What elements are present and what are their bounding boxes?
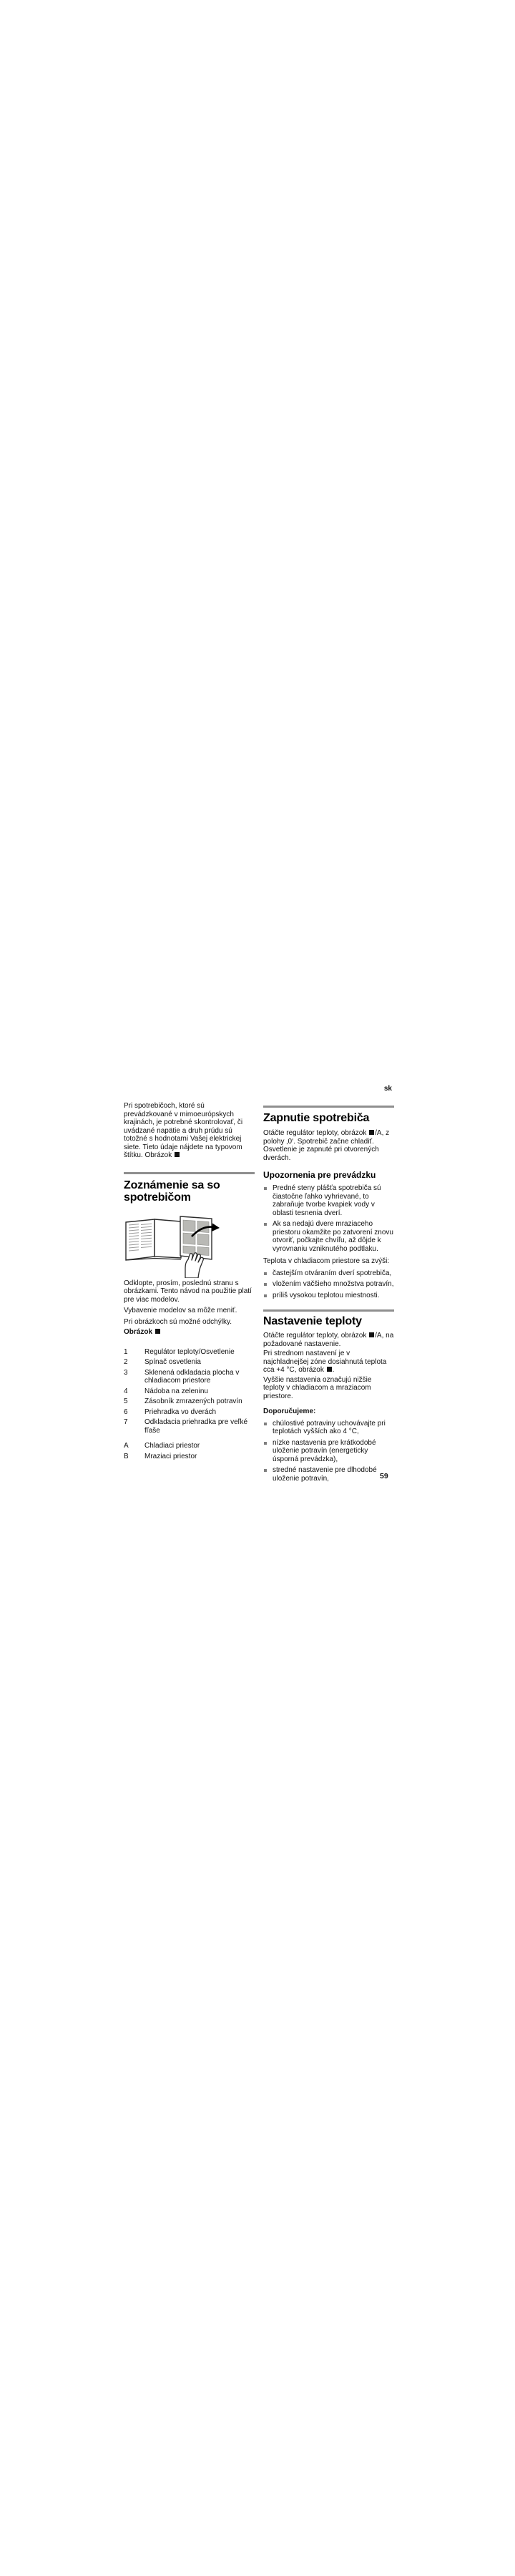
list-item-text: Odkladacia priehradka pre veľké fľaše	[144, 1418, 248, 1435]
bullet-item	[263, 1184, 394, 1217]
figure-ref-icon	[369, 1332, 374, 1337]
bullet-text: Predné steny plášťa spotrebiča sú čiastočne ľahko vyhrievané, to zabraňuje tvorbe kvapiek vody v oblasti tesnenia dverí.	[273, 1184, 381, 1217]
subsection-title-upozornenia: Upozornenia pre prevádzku	[263, 1170, 376, 1180]
paragraph-text: Otáčte regulátor teploty, obrázok	[263, 1332, 369, 1340]
intro-paragraph	[124, 1102, 255, 1160]
list-item-text: Sklenená odkladacia plocha v chladiacom priestore	[144, 1368, 240, 1385]
bullet-text: príliš vysokou teplotou miestnosti.	[273, 1291, 380, 1299]
list-item-number: 1	[124, 1347, 128, 1356]
left-column	[124, 1102, 255, 1463]
bullet-item	[263, 1466, 394, 1483]
parts-list	[124, 1348, 255, 1435]
models-note-paragraph: Vybavenie modelov sa môže meniť.	[124, 1307, 237, 1314]
list-item-number: 3	[124, 1368, 128, 1377]
bullet-icon	[264, 1283, 267, 1286]
zones-list	[124, 1442, 255, 1460]
list-item	[124, 1369, 255, 1385]
section-title-nastavenie: Nastavenie teploty	[263, 1315, 362, 1327]
list-item-number: 7	[124, 1418, 128, 1426]
list-item	[124, 1387, 255, 1396]
list-item-number: 2	[124, 1358, 128, 1366]
bullet-icon	[264, 1423, 267, 1425]
figure-ref-icon	[327, 1367, 332, 1372]
paragraph-text: /A, z polohy ‚0‘. Spotrebič začne chladiť. Osvetlenie je zapnuté pri otvorených dverách.	[263, 1129, 390, 1162]
bullet-icon	[264, 1272, 267, 1275]
figure-ref-icon	[369, 1130, 374, 1135]
list-item-text: Spínač osvetlenia	[144, 1358, 201, 1366]
list-item-number: 6	[124, 1407, 128, 1416]
list-item-number: 5	[124, 1397, 128, 1405]
list-item	[124, 1348, 255, 1357]
bullet-icon	[264, 1223, 267, 1226]
list-item-text: Zásobník zmrazených potravín	[144, 1397, 242, 1405]
bullet-icon	[264, 1187, 267, 1190]
set-temperature-paragraph	[263, 1332, 394, 1348]
foldout-instruction-paragraph: Odklopte, prosím, poslednú stranu s obrázkami. Tento návod na použitie platí pre viac modelov.	[124, 1279, 252, 1304]
middle-setting-paragraph	[263, 1350, 394, 1375]
list-item	[124, 1397, 255, 1406]
bullet-text: vložením väčšieho množstva potravín,	[273, 1280, 394, 1288]
section-divider	[124, 1172, 255, 1174]
list-item	[124, 1418, 255, 1435]
page-number: 59	[380, 1472, 388, 1480]
intro-paragraph-text: Pri spotrebičoch, ktoré sú prevádzkované v mimoeurópskych krajinách, je potrebné skontrolovať, či uvádzané napätie a druh prúdu sú totožné s hodnotami Vašej elektrickej siete. Tieto údaje nájdete na typovom štítku. Obrázok	[124, 1102, 243, 1159]
list-item-number: 4	[124, 1387, 128, 1395]
higher-settings-paragraph: Vyššie nastavenia označujú nižšie teploty v chladiacom a mraziacom priestore.	[263, 1375, 372, 1400]
list-item	[124, 1442, 255, 1450]
list-item-text: Priehradka vo dverách	[144, 1407, 217, 1416]
list-item-text: Mraziaci priestor	[144, 1452, 197, 1460]
list-item-text: Nádoba na zeleninu	[144, 1387, 208, 1395]
temperature-note: Teplota v chladiacom priestore sa zvýši:	[263, 1257, 390, 1265]
bullet-item	[263, 1420, 394, 1436]
right-column	[263, 1102, 394, 1483]
section-title-zoznamenie: Zoznámenie sa so spotrebičom	[124, 1179, 220, 1204]
figure-ref-icon	[155, 1329, 160, 1334]
section-title-zapnutie: Zapnutie spotrebiča	[263, 1112, 370, 1124]
fold-out-page-illustration	[124, 1215, 220, 1278]
bullet-item	[263, 1280, 394, 1289]
paragraph-text: /A, na požadované nastavenie.	[263, 1332, 394, 1348]
list-item-number: B	[124, 1452, 129, 1460]
switch-on-paragraph	[263, 1129, 394, 1162]
section-divider	[263, 1309, 394, 1312]
bullet-item	[263, 1439, 394, 1464]
bullet-icon	[264, 1442, 267, 1445]
paragraph-text: Pri strednom nastavení je v najchladnejšej zóne dosiahnutá teplota cca +4 °C, obrázok	[263, 1350, 387, 1374]
bullet-text: nízke nastavenia pre krátkodobé uloženie potravín (energeticky úsporná prevádzka),	[273, 1438, 376, 1463]
bullet-icon	[264, 1294, 267, 1297]
paragraph-text: Otáčte regulátor teploty, obrázok	[263, 1129, 369, 1137]
recommendation-heading: Doporučujeme:	[263, 1407, 316, 1415]
bullet-icon	[264, 1469, 267, 1472]
section-divider	[263, 1106, 394, 1108]
paragraph-text: .	[332, 1366, 335, 1374]
list-item	[124, 1358, 255, 1367]
figure-label	[124, 1328, 255, 1337]
bullet-text: častejším otváraním dverí spotrebiča,	[273, 1269, 392, 1277]
language-tag: sk	[383, 1085, 392, 1093]
bullet-text: chúlostivé potraviny uchovávajte pri teplotách vyšších ako 4 °C,	[273, 1419, 386, 1435]
bullet-text: stredné nastavenie pre dlhodobé uloženie potravín,	[273, 1466, 377, 1483]
bullet-item	[263, 1269, 394, 1278]
list-item-text: Regulátor teploty/Osvetlenie	[144, 1347, 235, 1356]
figure-label-text: Obrázok	[124, 1328, 154, 1336]
list-item-text: Chladiaci priestor	[144, 1442, 200, 1450]
bullet-item	[263, 1292, 394, 1300]
bullet-item	[263, 1220, 394, 1253]
figure-ref-icon	[175, 1152, 180, 1157]
deviation-note-paragraph: Pri obrázkoch sú možné odchýlky.	[124, 1317, 232, 1326]
list-item-number: A	[124, 1442, 129, 1450]
bullet-text: Ak sa nedajú dvere mraziaceho priestoru okamžite po zatvorení znovu otvoriť, počkajte chvíľu, až dôjde k vyrovnaniu vzniknutého podtlaku.	[273, 1220, 393, 1253]
list-item	[124, 1453, 255, 1461]
list-item	[124, 1408, 255, 1417]
